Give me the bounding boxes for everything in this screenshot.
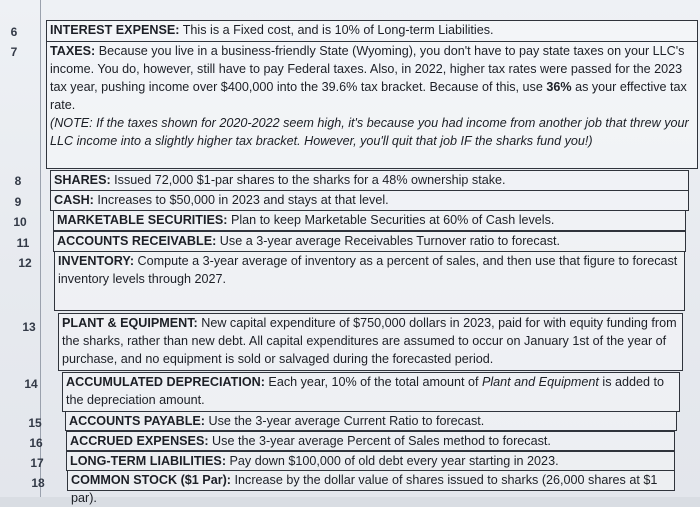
item-text: This is a Fixed cost, and is 10% of Long-term Liabilities. xyxy=(179,23,494,37)
row-number: 12 xyxy=(18,256,32,270)
item-accumulated-depreciation xyxy=(62,372,680,412)
row-number: 17 xyxy=(30,456,44,470)
item-italic: Plant and Equipment xyxy=(481,375,599,389)
item-long-term-liabilities xyxy=(66,451,675,471)
item-accounts-receivable xyxy=(53,231,686,252)
item-text: Increases to $50,000 in 2023 and stays at that level. xyxy=(93,193,389,207)
item-text: Pay down $100,000 of old debt every year starting in 2023. xyxy=(226,454,559,468)
item-common-stock xyxy=(67,470,675,505)
row-number: 14 xyxy=(24,377,38,391)
item-text-tail: as your effective tax rate. xyxy=(50,80,687,112)
item-text: Plan to keep Marketable Securities at 60% of Cash levels. xyxy=(227,213,555,227)
item-label: MARKETABLE SECURITIES: xyxy=(57,213,228,227)
row-number: 6 xyxy=(10,25,18,39)
item-label: INTEREST EXPENSE: xyxy=(50,23,180,37)
row-number: 13 xyxy=(22,320,36,334)
item-label: PLANT & EQUIPMENT: xyxy=(62,316,198,330)
item-label: COMMON STOCK ($1 Par): xyxy=(71,473,232,487)
item-label: CASH: xyxy=(54,193,94,207)
item-text: Use the 3-year average Percent of Sales method to forecast. xyxy=(208,434,551,448)
row-number: 18 xyxy=(31,476,45,490)
item-label: ACCOUNTS PAYABLE: xyxy=(69,414,205,428)
item-shares xyxy=(50,170,689,191)
item-label: SHARES: xyxy=(54,173,111,187)
item-text: Use a 3-year average Receivables Turnover ratio to forecast. xyxy=(216,234,560,248)
item-text: Increase by the dollar value of shares issued to sharks (26,000 shares at $1 par). xyxy=(71,473,658,505)
item-accounts-payable xyxy=(65,411,677,431)
item-label: ACCOUNTS RECEIVABLE: xyxy=(57,234,217,248)
tax-note: (NOTE: If the taxes shown for 2020-2022 seem high, it's because you had income from another job that threw your LLC income into a slightly higher tax bracket. However, you'll quit that job IF the sharks fund you!) xyxy=(50,116,689,148)
item-text: Issued 72,000 $1-par shares to the sharks for a 48% ownership stake. xyxy=(110,173,506,187)
item-marketable-securities xyxy=(53,210,686,231)
item-accrued-expenses xyxy=(66,431,675,451)
item-text-tail: is added to the depreciation amount. xyxy=(66,375,665,407)
row-number: 10 xyxy=(13,215,27,229)
item-interest-expense xyxy=(46,20,698,42)
row-number: 15 xyxy=(28,416,42,430)
item-label: ACCRUED EXPENSES: xyxy=(70,434,209,448)
tax-rate-value: 36% xyxy=(546,80,572,94)
item-label: LONG-TERM LIABILITIES: xyxy=(70,454,227,468)
item-text: New capital expenditure of $750,000 dollars in 2023, paid for with equity funding from the sharks, rather than new debt. All capital expenditures are assumed to occur on January 1st of the year of purchase, and no equipment is sold or salvaged during the forecasted period. xyxy=(62,316,677,366)
item-label: TAXES: xyxy=(50,44,96,58)
item-label: ACCUMULATED DEPRECIATION: xyxy=(66,375,265,389)
row-number: 16 xyxy=(29,436,43,450)
item-taxes xyxy=(46,41,698,169)
row-number: 7 xyxy=(10,45,18,59)
item-text: Compute a 3-year average of inventory as a percent of sales, and then use that figure to forecast inventory levels through 2027. xyxy=(58,254,678,286)
row-number: 8 xyxy=(14,174,22,188)
item-plant-equipment xyxy=(58,313,683,371)
item-cash xyxy=(50,190,689,211)
item-text: Because you live in a business-friendly State (Wyoming), you don't have to pay state taxes on your LLC's income. You do, however, still have to pay Federal taxes. Also, in 2022, higher tax rates were passed for the 2023 tax year, pushing income over $400,000 into the 39.6% tax bracket. Because of this, use xyxy=(50,44,685,94)
item-text: Use the 3-year average Current Ratio to forecast. xyxy=(204,414,485,428)
item-inventory xyxy=(54,251,685,311)
row-number: 9 xyxy=(14,195,22,209)
item-label: INVENTORY: xyxy=(58,254,135,268)
item-text: Each year, 10% of the total amount of xyxy=(264,375,482,389)
row-number: 11 xyxy=(16,236,30,250)
